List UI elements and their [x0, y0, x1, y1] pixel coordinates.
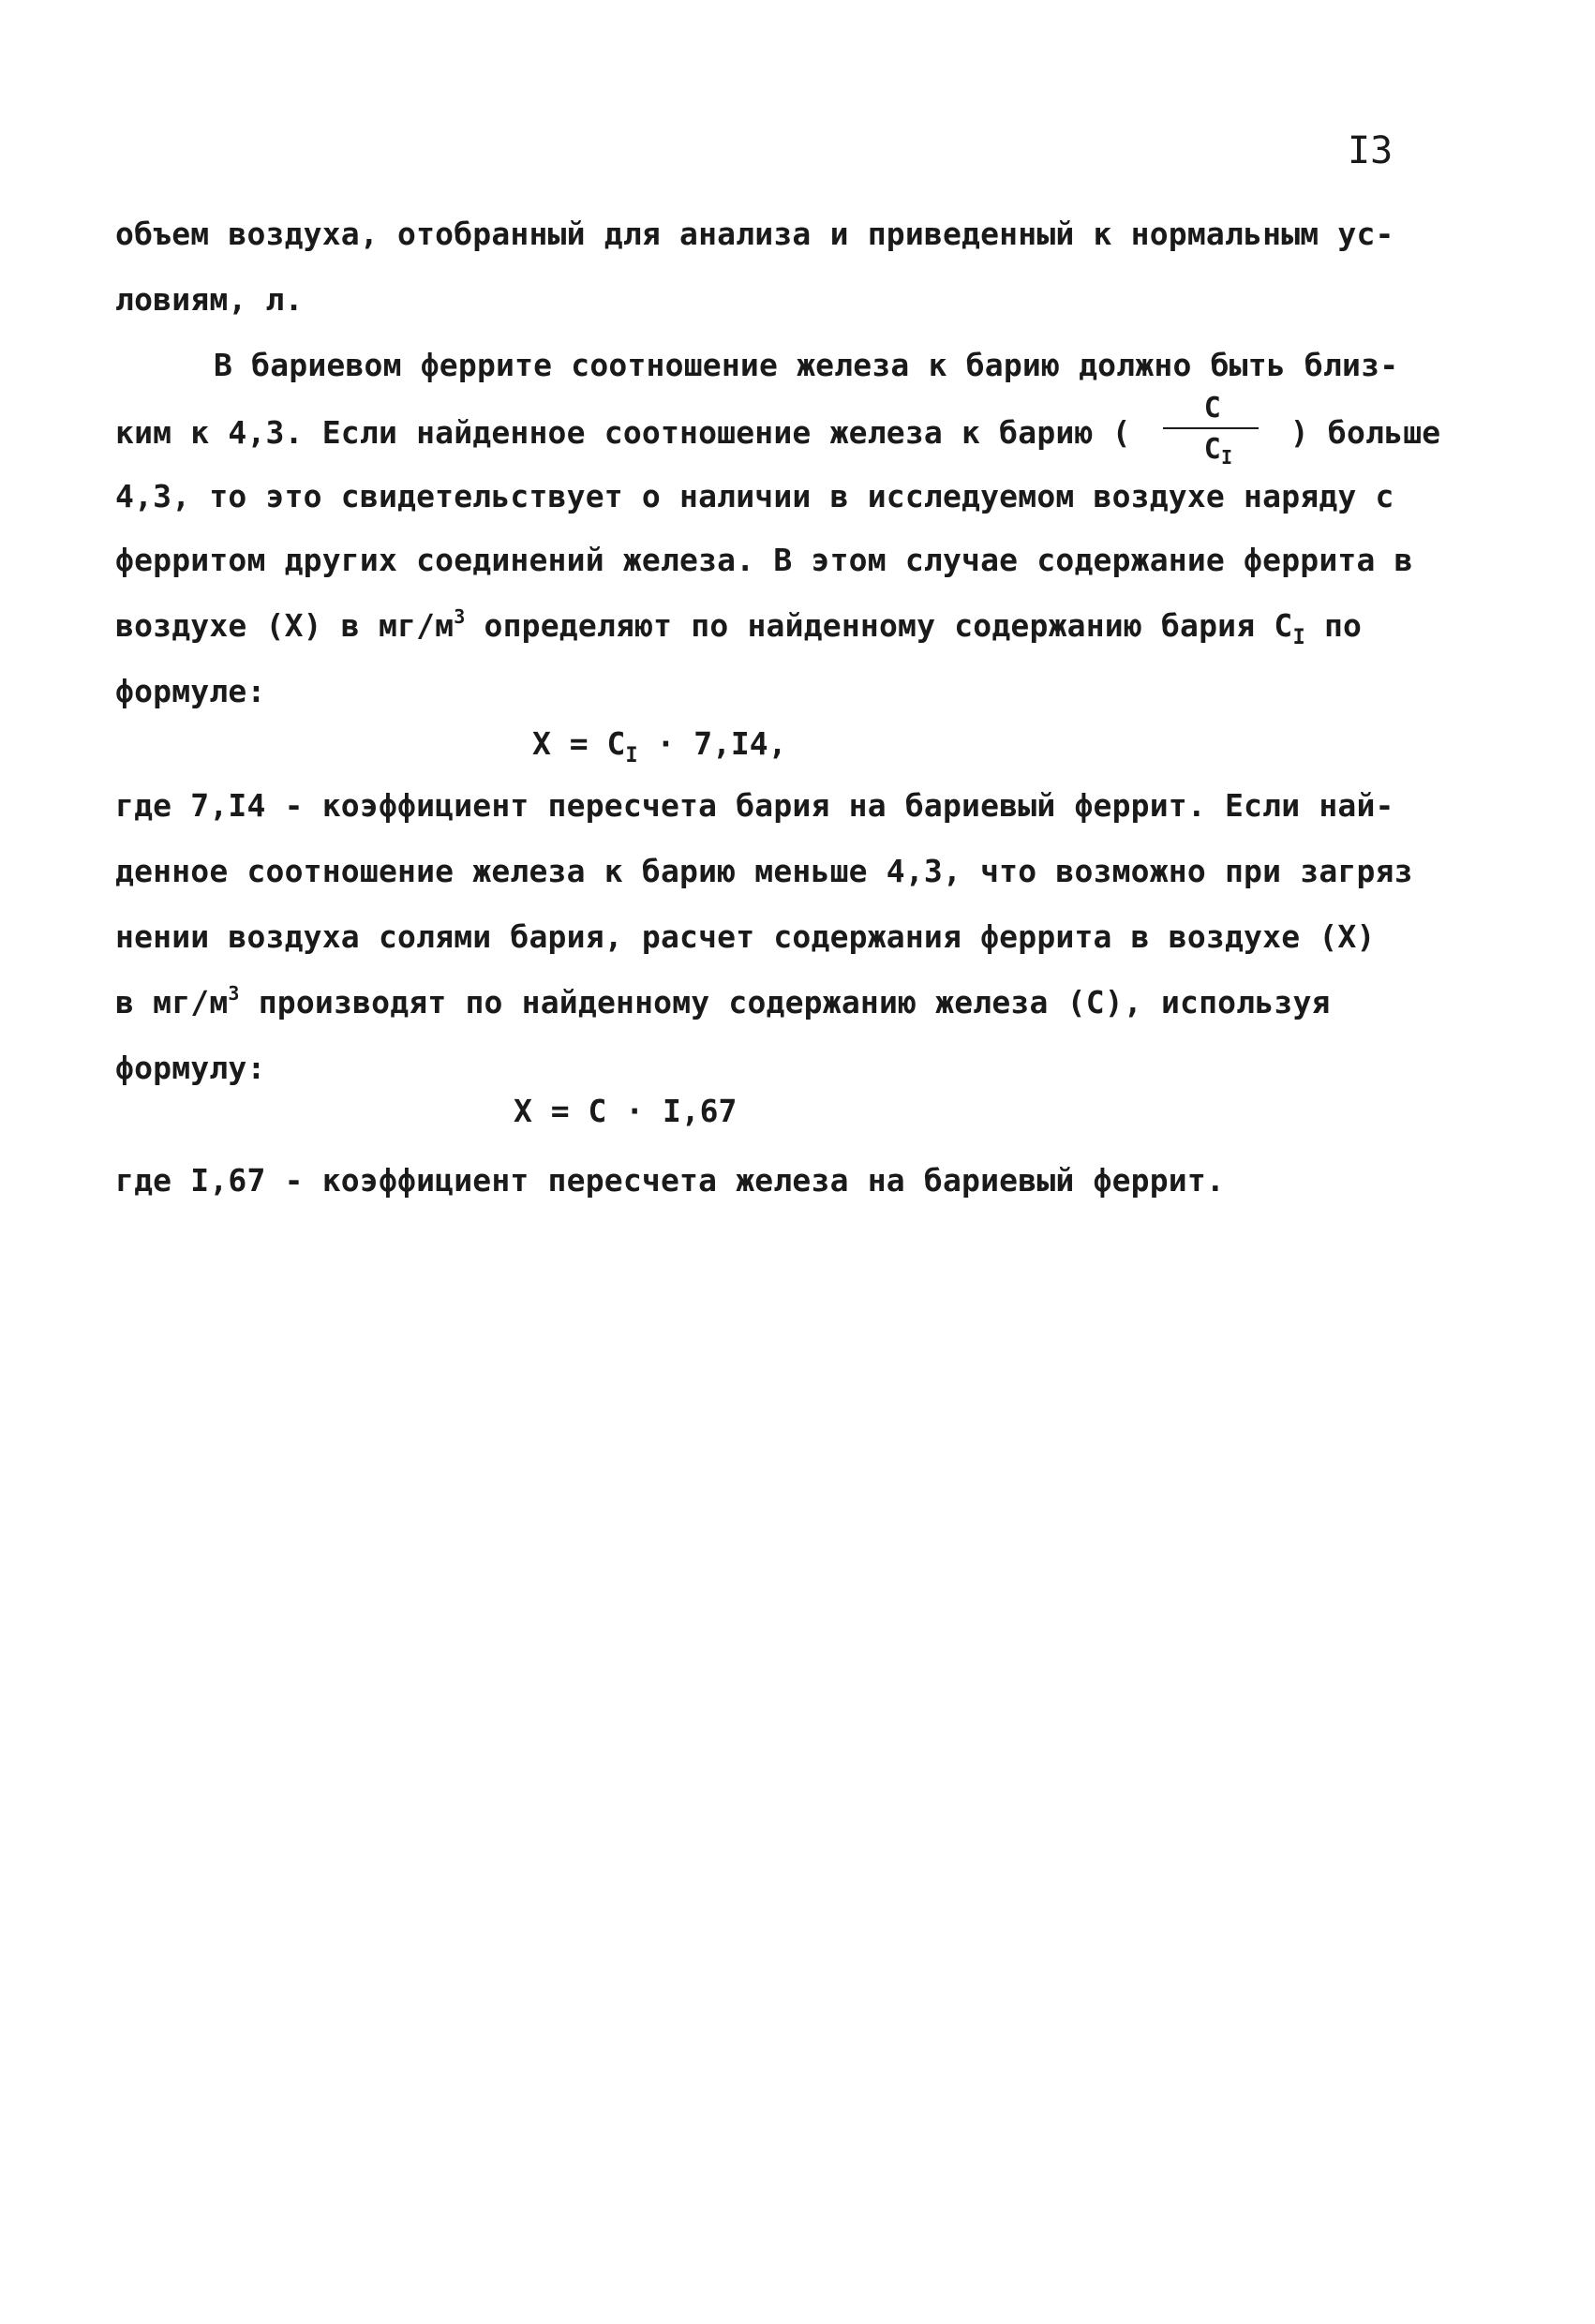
text-line-13: формулу:: [115, 1050, 266, 1086]
text-line-5: 4,3, то это свидетельствует о наличии в исследуемом воздухе наряду с: [115, 478, 1394, 514]
fraction-c-over-ci: [1150, 392, 1272, 469]
text-line-7: воздухе (X) в $мг/м^3$ определяют по найденному содержанию бария $C_I$ по: [115, 605, 1363, 649]
fraction-numerator: C: [1203, 392, 1221, 425]
text-line-4: [115, 392, 1441, 469]
text-line-8: формуле:: [115, 673, 266, 709]
superscript-3: 3: [228, 982, 240, 1005]
text-line-11: нении воздуха солями бария, расчет содержания феррита в воздухе (X): [115, 918, 1376, 955]
text-line-6: ферритом других соединений железа. В этом случае содержание феррита в: [115, 542, 1413, 578]
text-line-4-start: ким к 4,3. Если найденное соотношение железа к барию (: [115, 414, 1150, 451]
subscript-i: I: [1292, 626, 1305, 649]
page-number: I3: [1348, 129, 1394, 172]
formula-1: $X = C_I \cdot 7,I4$,: [532, 725, 787, 767]
text-line-4-end: ) больше: [1271, 414, 1441, 451]
text-line-3: В бариевом феррите соотношение железа к барию должно быть близ-: [214, 347, 1399, 383]
superscript-3: 3: [454, 605, 466, 628]
text-line-2: ловиям, л.: [115, 281, 304, 318]
text-line-9: где 7,I4 - коэффициент пересчета бария на бариевый феррит. Если най-: [115, 787, 1394, 824]
fraction-denominator: $C_I$: [1203, 433, 1233, 469]
text-line-14: где I,67 - коэффициент пересчета железа на бариевый феррит.: [115, 1162, 1225, 1199]
fraction-bar: [1163, 427, 1259, 429]
text-line-1: объем воздуха, отобранный для анализа и приведенный к нормальным ус-: [115, 216, 1394, 252]
text-line-10: денное соотношение железа к барию меньше 4,3, что возможно при загряз: [115, 853, 1413, 889]
formula-2: X = C · I,67: [514, 1093, 738, 1129]
text-line-12: в $мг/м^3$ производят по найденному содержанию железа (C), используя: [115, 982, 1331, 1020]
